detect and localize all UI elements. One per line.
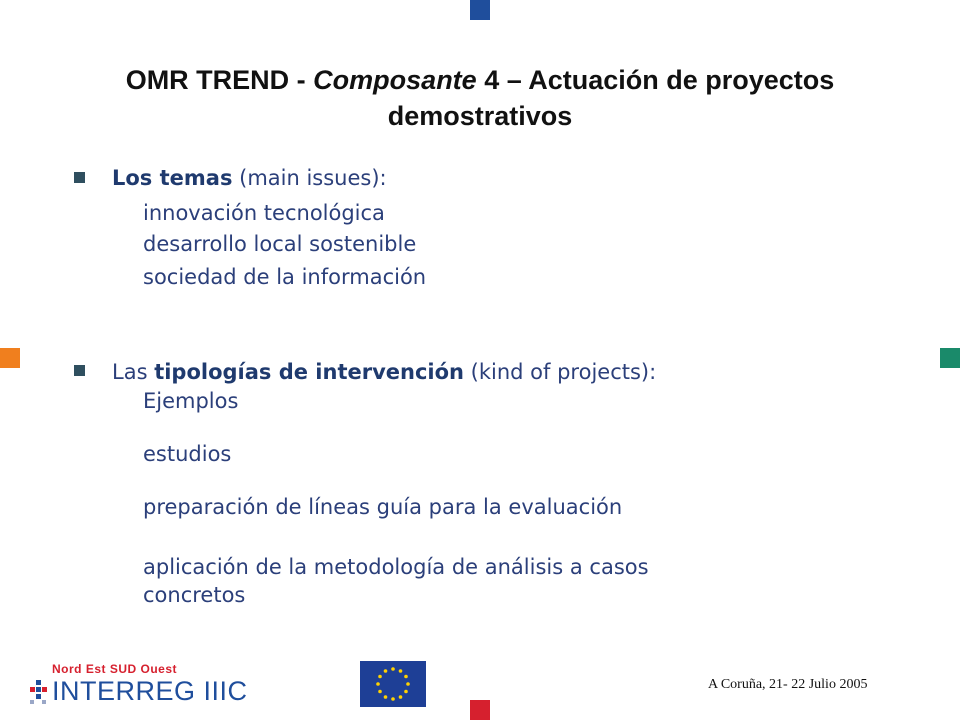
eu-flag-icon	[360, 661, 426, 707]
title-line-1: OMR TREND - Composante 4 – Actuación de proyectos	[125, 65, 835, 95]
eu-star	[391, 697, 395, 701]
eu-star	[378, 690, 382, 694]
orange-square-decoration	[0, 348, 20, 368]
eu-star	[391, 667, 395, 671]
section1-item-2: desarrollo local sostenible	[143, 232, 417, 256]
eu-star	[399, 695, 403, 699]
eu-star	[399, 669, 403, 673]
logo-main-text: INTERREG IIIC	[52, 676, 248, 706]
title-italic: Composante	[313, 65, 477, 95]
bullet-2	[74, 365, 85, 376]
section2-item-4: aplicación de la metodología de análisis a casos	[143, 555, 649, 579]
slide-title	[40, 62, 920, 134]
eu-star	[376, 682, 380, 686]
eu-star	[384, 669, 388, 673]
logo-tagline: Nord Est SUD Ouest	[52, 662, 178, 676]
section2-item-2: estudios	[143, 442, 232, 466]
section2-item-1: Ejemplos	[143, 389, 239, 413]
title-line-2: demostrativos	[387, 101, 573, 131]
section1-item-3: sociedad de la información	[143, 265, 427, 289]
section2-item-5: concretos	[143, 583, 246, 607]
red-square-decoration	[470, 700, 490, 720]
eu-star	[384, 695, 388, 699]
eu-star	[378, 675, 382, 679]
section2-heading: Las tipologías de intervención (kind of projects):	[112, 360, 657, 384]
eu-star	[404, 690, 408, 694]
eu-star	[404, 675, 408, 679]
blue-square-decoration	[470, 0, 490, 20]
bullet-1	[74, 172, 85, 183]
interreg-logo	[28, 662, 248, 710]
section1-heading: Los temas (main issues):	[112, 166, 387, 190]
footer-date: A Coruña, 21- 22 Julio 2005	[708, 677, 868, 692]
section2-item-3: preparación de líneas guía para la evaluación	[143, 495, 623, 519]
section1-item-1: innovación tecnológica	[143, 201, 385, 225]
eu-star	[406, 682, 410, 686]
logo-dots-icon	[28, 680, 50, 706]
teal-square-decoration	[940, 348, 960, 368]
